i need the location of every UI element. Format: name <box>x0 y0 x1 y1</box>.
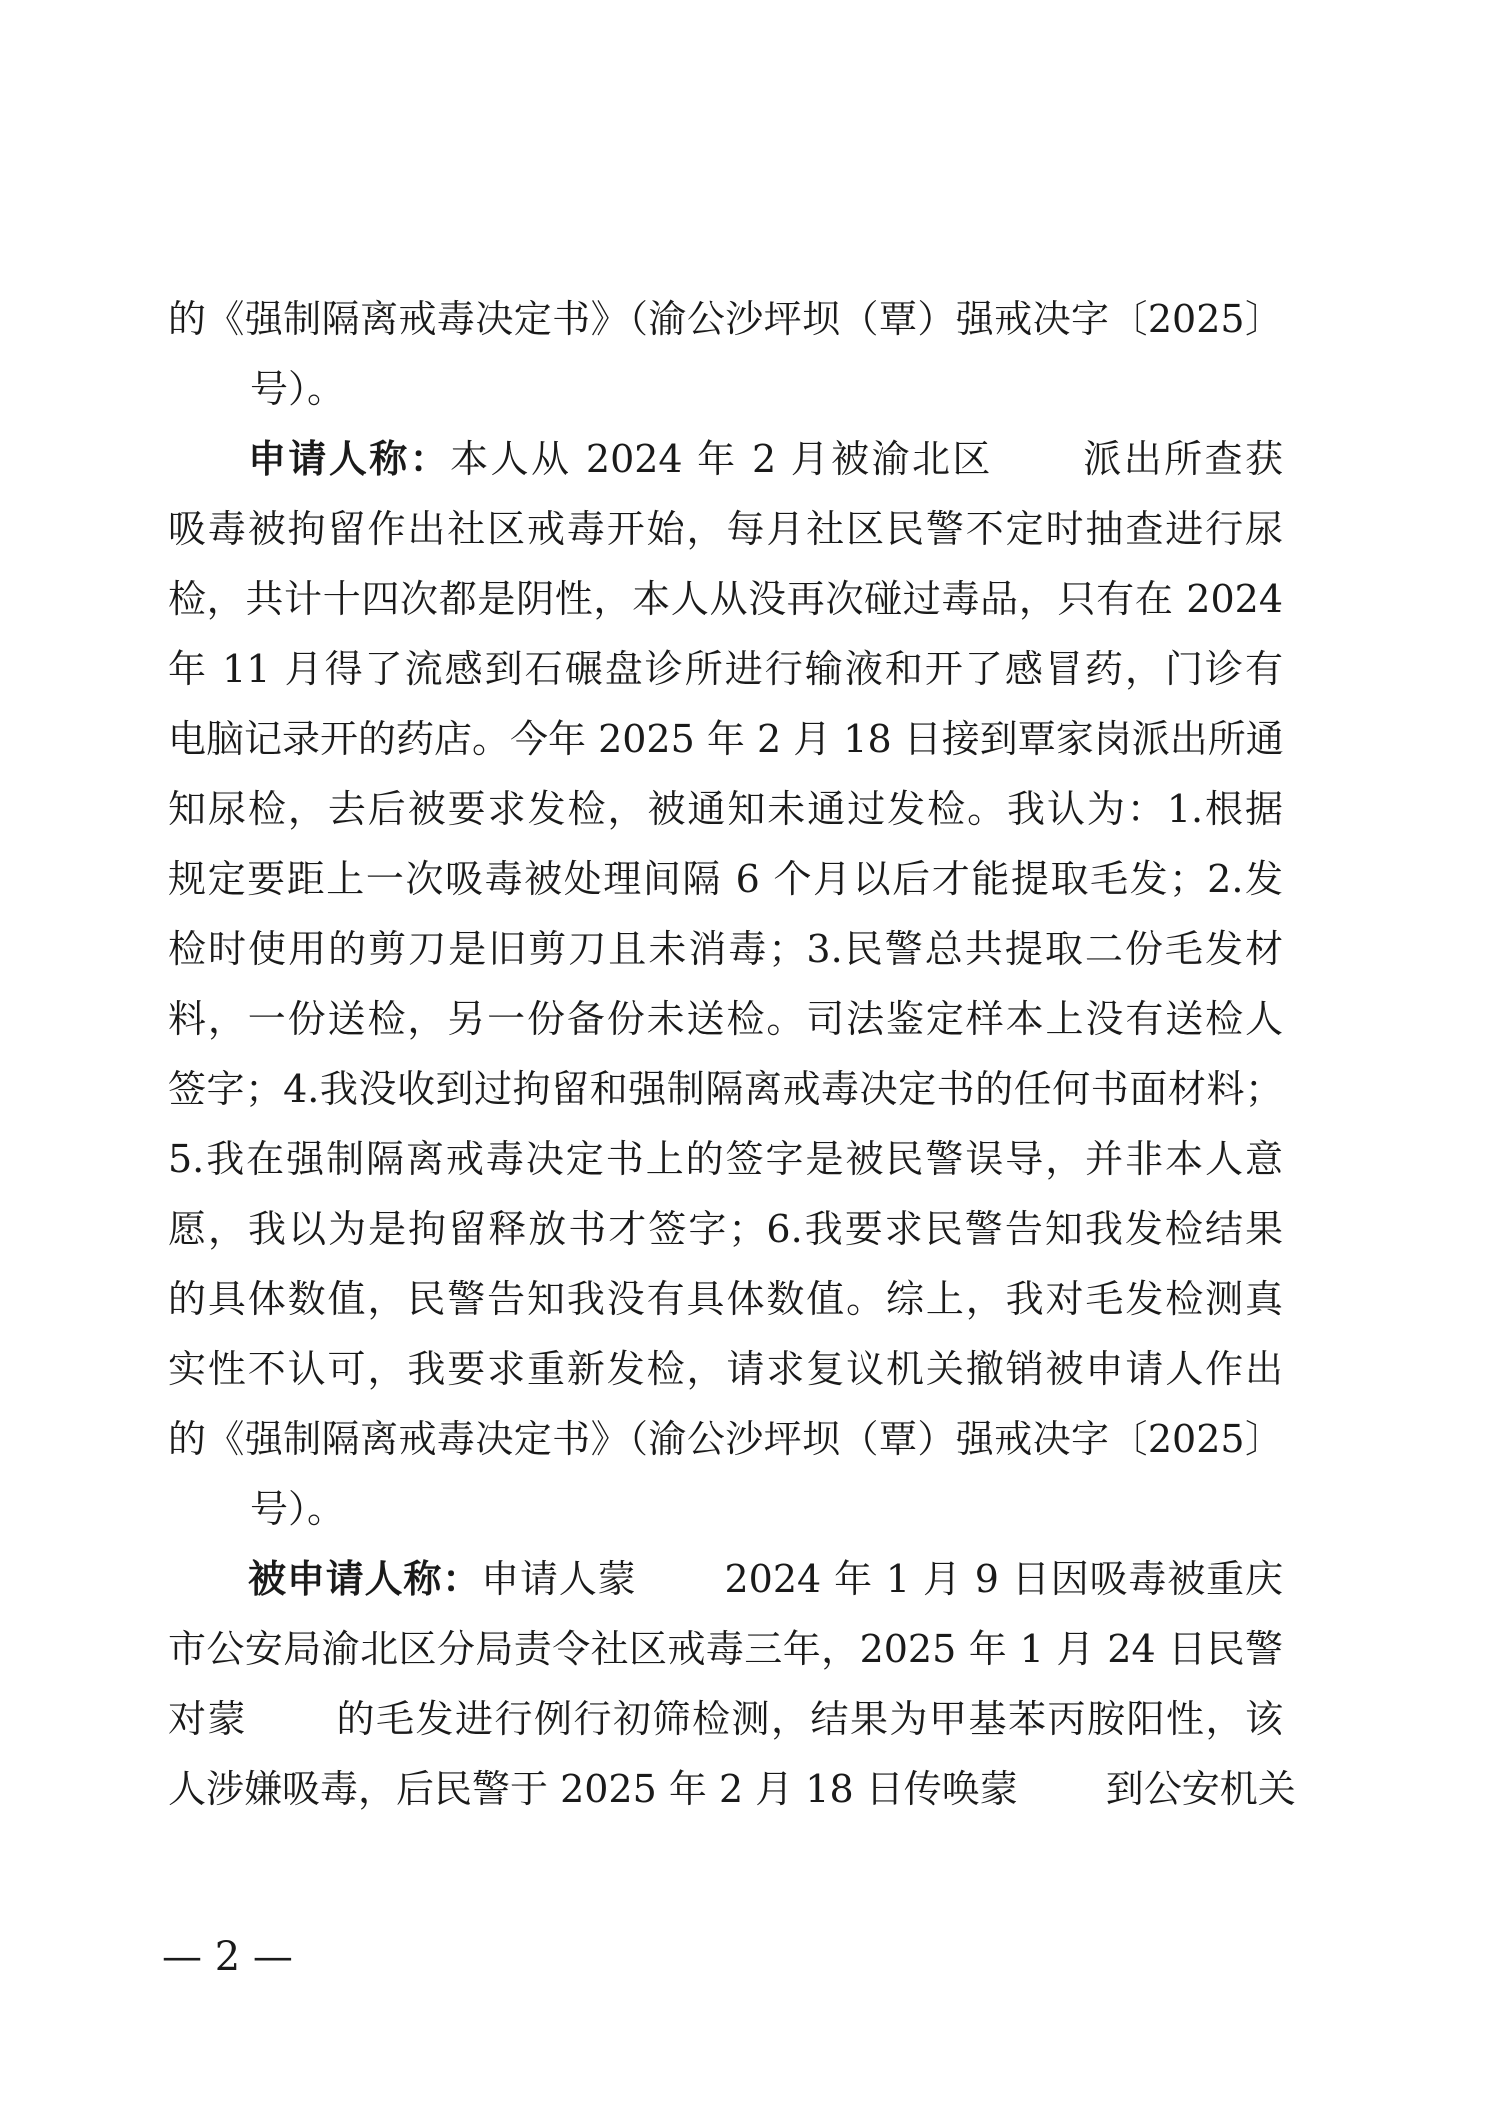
text-fragment: 号）。 <box>250 367 346 411</box>
paragraph-respondent-line <box>168 1544 1283 1614</box>
text-line: 检，共计十四次都是阴性，本人从没再次碰过毒品，只有在 2024 <box>168 577 1283 621</box>
document-body <box>168 284 1296 1824</box>
text-line: 的《强制隔离戒毒决定书》（渝公沙坪坝（覃）强戒决字〔2025〕 <box>168 297 1283 341</box>
text-line: 市公安局渝北区分局责令社区戒毒三年，2025 年 1 月 24 日民警 <box>168 1627 1283 1671</box>
text-fragment: 本人从 2024 年 2 月被渝北区 <box>450 437 993 481</box>
text-line <box>168 1754 1296 1824</box>
page-number: — 2 — <box>162 1934 293 1980</box>
text-fragment: 派出所查获 <box>1080 437 1283 481</box>
text-line: 电脑记录开的药店。今年 2025 年 2 月 18 日接到覃家岗派出所通 <box>168 717 1284 761</box>
text-line: 实性不认可，我要求重新发检，请求复议机关撤销被申请人作出 <box>168 1347 1283 1391</box>
text-line: 规定要距上一次吸毒被处理间隔 6 个月以后才能提取毛发；2.发 <box>168 857 1283 901</box>
text-fragment: 人涉嫌吸毒，后民警于 2025 年 2 月 18 日传唤蒙 <box>168 1767 1018 1811</box>
text-line: 吸毒被拘留作出社区戒毒开始，每月社区民警不定时抽查进行尿 <box>168 507 1283 551</box>
text-fragment: 对蒙 <box>168 1697 247 1741</box>
text-fragment: 的毛发进行例行初筛检测，结果为甲基苯丙胺阳性，该 <box>335 1697 1283 1741</box>
text-fragment: 申请人蒙 <box>481 1557 637 1601</box>
text-fragment: 号）。 <box>250 1487 346 1531</box>
text-line: 的具体数值，民警告知我没有具体数值。综上，我对毛发检测真 <box>168 1277 1283 1321</box>
text-line: 料，一份送检，另一份备份未送检。司法鉴定样本上没有送检人 <box>168 997 1283 1041</box>
text-fragment: 2024 年 1 月 9 日因吸毒被重庆 <box>724 1557 1283 1601</box>
text-fragment: 到公安机关 <box>1105 1767 1296 1811</box>
text-line <box>168 354 1283 424</box>
text-line: 的《强制隔离戒毒决定书》（渝公沙坪坝（覃）强戒决字〔2025〕 <box>168 1417 1283 1461</box>
text-line <box>168 1474 1283 1544</box>
text-line: 知尿检，去后被要求发检，被通知未通过发检。我认为：1.根据 <box>168 787 1283 831</box>
respondent-label: 被申请人称： <box>248 1556 482 1601</box>
applicant-label: 申请人称： <box>248 436 451 481</box>
text-line: 检时使用的剪刀是旧剪刀且未消毒；3.民警总共提取二份毛发材 <box>168 927 1283 971</box>
text-line: 签字；4.我没收到过拘留和强制隔离戒毒决定书的任何书面材料； <box>168 1067 1283 1111</box>
text-line: 年 11 月得了流感到石碾盘诊所进行输液和开了感冒药，门诊有 <box>168 647 1283 691</box>
text-line: 愿，我以为是拘留释放书才签字；6.我要求民警告知我发检结果 <box>168 1207 1283 1251</box>
text-line <box>168 1684 1283 1754</box>
text-line: 5.我在强制隔离戒毒决定书上的签字是被民警误导，并非本人意 <box>168 1137 1283 1181</box>
paragraph-applicant-line <box>168 424 1283 494</box>
